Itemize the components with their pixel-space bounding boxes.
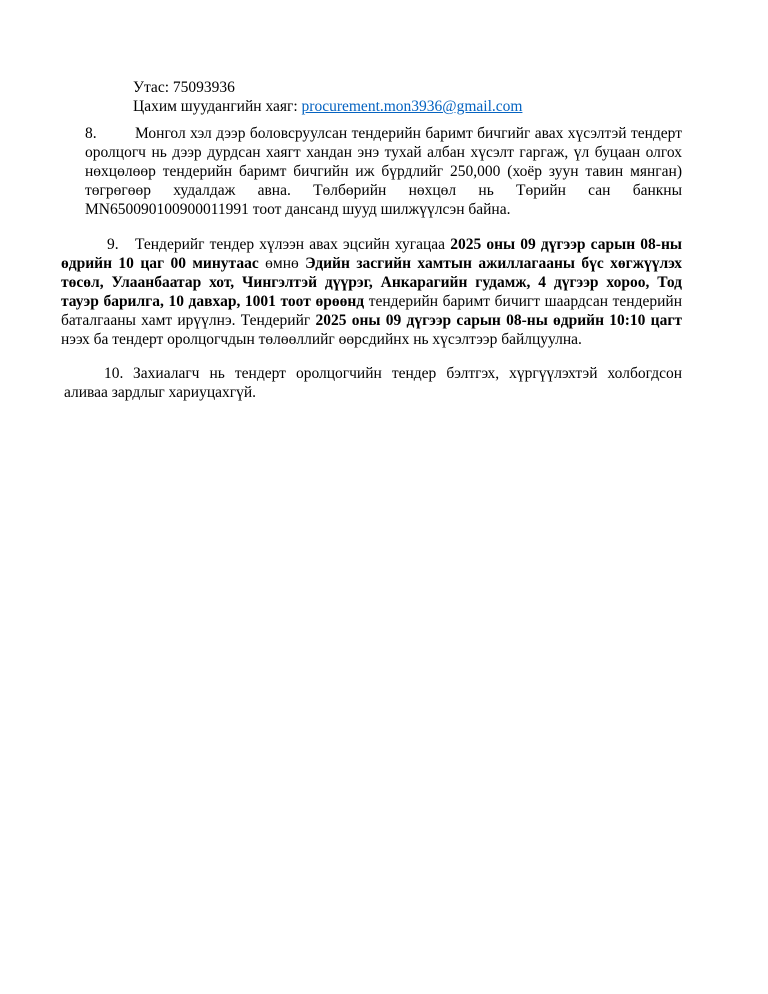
- document-content: [0, 0, 768, 402]
- list-number-10: 10.: [104, 365, 124, 382]
- list-item-9-run-6: нээх ба тендерт оролцогчдын төлөөллийг өөрсдийнх нь хүсэлтээр байлцуулна.: [61, 330, 582, 348]
- list-item-9-run-4: тендерийн баримт бичигт шаардсан тендерийн баталгааны хамт ирүүлнэ. Тендерийг: [61, 292, 682, 329]
- list-item-9-run-5-opening-time: 2025 оны 09 дүгээр сарын 08-ны өдрийн 10:10 цагт: [315, 311, 683, 329]
- list-item-9-run-0: Тендерийг тендер хүлээн авах эцсийн хугацаа: [135, 235, 451, 253]
- email-line: [133, 97, 682, 116]
- email-label: Цахим шуудангийн хаяг:: [133, 98, 302, 115]
- contact-block: [133, 78, 682, 116]
- list-item-9-run-2: өмнө: [265, 254, 306, 272]
- list-item-9-run-3-address: Эдийн засгийн хамтын ажиллагааны бүс хөгжүүлэх төсөл, Улаанбаатар хот, Чингэлтэй дүүрэг, Анкарагийн гудамж, 4 дүгээр хороо, Тод тауэр барилга, 10 давхар, 1001 тоот өрөөнд: [61, 254, 682, 310]
- list-item-9-run-1-deadline: 2025 оны 09 дүгээр сарын 08-ны өдрийн 10 цаг 00 минутаас: [61, 235, 682, 272]
- list-item-8: [85, 124, 682, 219]
- list-number-8: 8.: [85, 125, 97, 142]
- phone-line: Утас: 75093936: [133, 79, 235, 96]
- list-item-10: [64, 364, 682, 402]
- list-number-9: 9.: [107, 235, 119, 253]
- list-item-10-text: Захиалагч нь тендерт оролцогчийн тендер бэлтгэх, хүргүүлэхтэй холбогдсон аливаа зардлыг хариуцахгүй.: [64, 365, 682, 401]
- list-item-8-text: Монгол хэл дээр боловсруулсан тендерийн баримт бичгийг авах хүсэлтэй тендерт оролцогч нь дээр дурдсан хаягт хандан энэ тухай албан хүсэлт гаргаж, үл буцаан олгох нөхцөлөөр тендерийн баримт бичгийн иж бүрдлийг 250,000 (хоёр зуун тавин мянган) төгрөгөөр худалдаж авна. Төлбөрийн нөхцөл нь Төрийн сан банкны MN650090100900011991 тоот дансанд шууд шилжүүлсэн байна.: [85, 125, 682, 218]
- list-item-9: [61, 235, 682, 349]
- email-link[interactable]: procurement.mon3936@gmail.com: [301, 98, 523, 115]
